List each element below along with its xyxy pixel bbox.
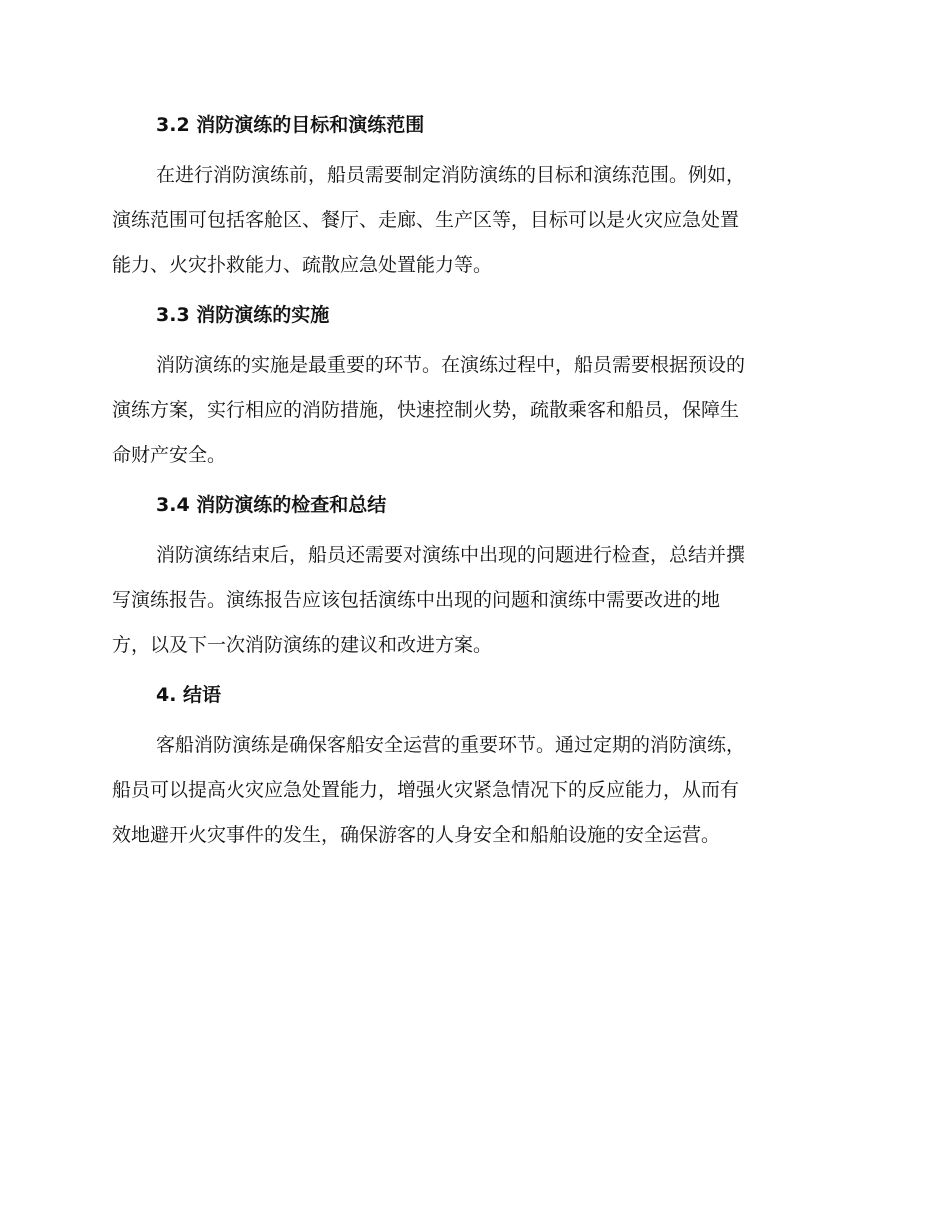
section-3-3 bbox=[112, 300, 832, 478]
paragraph-line: 能力、火灾扑救能力、疏散应急处置能力等。 bbox=[112, 254, 493, 276]
section-3-4 bbox=[112, 490, 832, 668]
paragraph-line: 在进行消防演练前，船员需要制定消防演练的目标和演练范围。例如， bbox=[156, 164, 746, 186]
paragraph-line: 船员可以提高火灾应急处置能力，增强火灾紧急情况下的反应能力，从而有 bbox=[112, 779, 740, 801]
section-heading: 3.4 消防演练的检查和总结 bbox=[156, 494, 387, 516]
paragraph-line: 客船消防演练是确保客船安全运营的重要环节。通过定期的消防演练， bbox=[156, 734, 746, 756]
paragraph-line: 命财产安全。 bbox=[112, 444, 227, 466]
paragraph-line: 消防演练的实施是最重要的环节。在演练过程中，船员需要根据预设的 bbox=[156, 354, 746, 376]
section-4 bbox=[112, 680, 832, 858]
section-3-2 bbox=[112, 110, 832, 288]
paragraph-line: 效地避开火灾事件的发生，确保游客的人身安全和船舶设施的安全运营。 bbox=[112, 824, 721, 846]
paragraph-line: 演练范围可包括客舱区、餐厅、走廊、生产区等，目标可以是火灾应急处置 bbox=[112, 209, 740, 231]
paragraph-line: 方，以及下一次消防演练的建议和改进方案。 bbox=[112, 634, 493, 656]
paragraph-line: 演练方案，实行相应的消防措施，快速控制火势，疏散乘客和船员，保障生 bbox=[112, 399, 740, 421]
section-paragraph bbox=[112, 723, 832, 858]
document-page bbox=[112, 110, 832, 870]
section-heading: 3.3 消防演练的实施 bbox=[156, 304, 330, 326]
section-paragraph bbox=[112, 153, 832, 288]
section-heading: 4. 结语 bbox=[156, 684, 222, 706]
paragraph-line: 写演练报告。演练报告应该包括演练中出现的问题和演练中需要改进的地 bbox=[112, 589, 721, 611]
section-paragraph bbox=[112, 343, 832, 478]
paragraph-line: 消防演练结束后，船员还需要对演练中出现的问题进行检查，总结并撰 bbox=[156, 544, 746, 566]
section-heading: 3.2 消防演练的目标和演练范围 bbox=[156, 114, 425, 136]
section-paragraph bbox=[112, 533, 832, 668]
